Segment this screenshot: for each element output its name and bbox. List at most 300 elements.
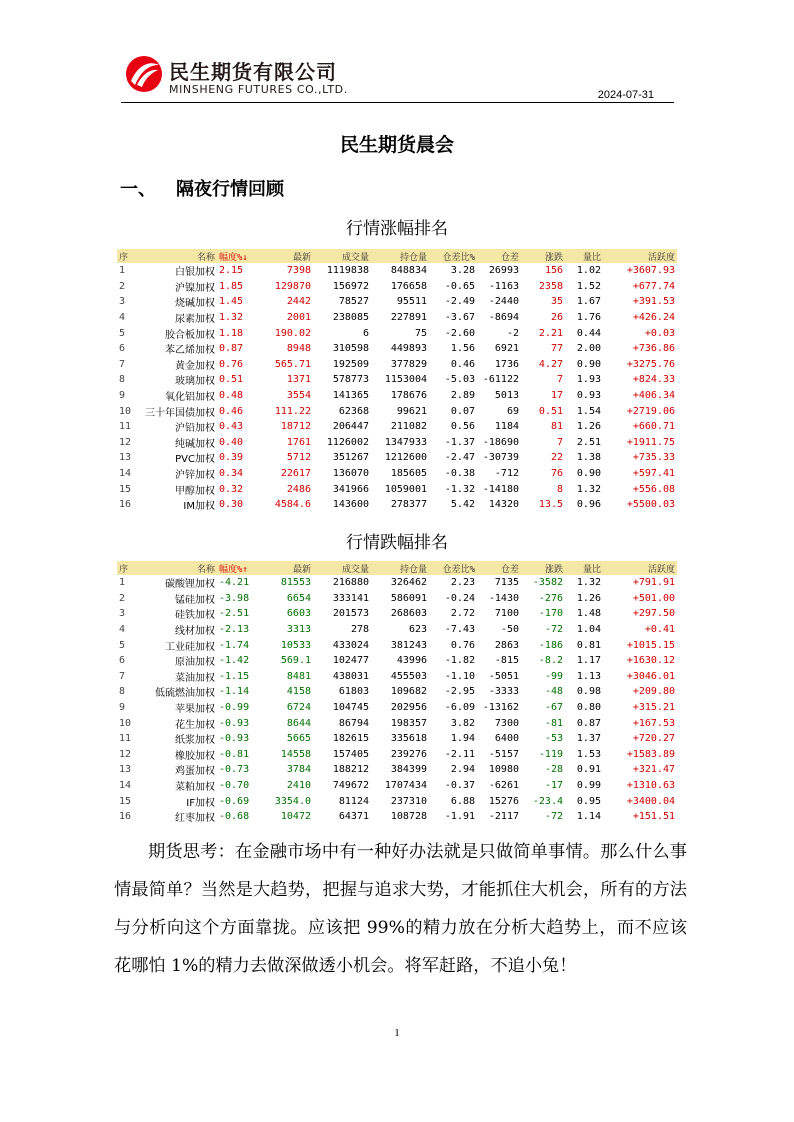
table-cell: 纯碱加权 [137,435,217,451]
table-cell: +3046.01 [626,670,675,682]
table-cell: -0.93 [217,715,261,731]
table-cell: 13.5 [521,497,565,513]
table-cell: -3.67 [429,310,477,326]
table-cell: -712 [477,466,521,482]
column-header[interactable]: 仓差比% [429,249,477,263]
column-header[interactable]: 序 [117,249,137,263]
table-cell: 6921 [477,341,521,357]
table-cell: +1015.15 [626,639,675,651]
column-header[interactable]: 涨跌 [521,561,565,575]
table-row[interactable] [117,388,677,404]
table-row[interactable] [117,606,677,622]
table-cell: +1911.75 [603,435,677,451]
table-row[interactable] [117,435,677,451]
table-row[interactable] [117,481,677,497]
table-cell: -1.91 [429,809,477,825]
table-cell: 81 [550,421,563,433]
table-cell: 156 [544,265,563,277]
table-cell: -72 [521,809,565,825]
table-cell: -67 [544,702,563,714]
table-cell: 848834 [390,265,427,277]
table-cell: +0.03 [644,327,675,339]
table-cell: 7 [521,372,565,388]
table-cell: 95511 [396,296,427,308]
table-row[interactable] [117,325,677,341]
table-cell: +426.24 [603,310,677,326]
table-cell: IM加权 [137,497,217,513]
table-cell: 0.46 [217,403,261,419]
table-cell: 0.80 [576,702,601,714]
column-header[interactable]: 成交量 [313,561,371,575]
table-cell: 216880 [332,577,369,589]
table-row[interactable] [117,637,677,653]
table-cell: 565.71 [274,358,311,370]
table-row[interactable] [117,263,677,279]
table-cell: 455503 [390,670,427,682]
table-cell: 2.89 [450,390,475,402]
table-row[interactable] [117,450,677,466]
table-row[interactable] [117,622,677,638]
table-cell: 4158 [261,684,313,700]
table-cell: 14558 [261,747,313,763]
table-cell: 0.81 [576,639,601,651]
table-cell: 438031 [332,670,369,682]
table-cell: -1.10 [444,670,475,682]
table-row[interactable] [117,809,677,825]
table-cell: -1.32 [444,483,475,495]
table-cell: 6 [362,327,369,339]
table-cell: 7300 [477,715,521,731]
table-cell: 185605 [371,466,429,482]
table-cell: -170 [538,608,563,620]
table-cell: 4 [117,310,137,326]
table-cell: 1.26 [565,591,603,607]
table-cell: -276 [521,591,565,607]
table-cell: -1.42 [217,653,261,669]
table-cell: 26993 [488,265,519,277]
table-cell: 86794 [313,715,371,731]
table-cell: +1630.12 [603,653,677,669]
table-cell: -1.37 [429,435,477,451]
table-cell: +3275.76 [626,358,675,370]
table-cell: 3554 [286,390,311,402]
table-cell: 136070 [313,466,371,482]
table-cell: IF加权 [186,797,215,809]
table-cell: 6 [117,653,137,669]
table-cell: +501.00 [603,591,677,607]
table-row[interactable] [117,653,677,669]
table-cell: 10 [117,403,137,419]
table-cell: 1707434 [371,778,429,794]
table-cell: -2.13 [217,622,261,638]
table-cell: 6654 [261,591,313,607]
table-cell: 甲醇加权 [175,485,215,497]
table-cell: 1.53 [565,747,603,763]
table-cell: -6261 [477,778,521,794]
table-cell: 0.56 [450,421,475,433]
table-cell: 0.46 [450,358,475,370]
column-header[interactable]: 活跃度 [603,561,677,575]
table-cell: -48 [521,684,565,700]
table-cell: 玻璃加权 [137,372,217,388]
table-cell: 1.13 [576,670,601,682]
table-cell: -2440 [488,296,519,308]
table-cell: 4584.6 [261,497,313,513]
table-cell: 8481 [286,670,311,682]
table-cell: 11 [119,421,132,433]
table-cell: 8644 [261,715,313,731]
table-cell: -119 [521,747,565,763]
table-cell: 10472 [261,809,313,825]
table-cell: -2.11 [429,747,477,763]
table-cell: -99 [544,670,563,682]
table-row[interactable] [117,793,677,809]
table-cell: -4.21 [219,577,250,589]
column-header[interactable]: 仓差 [477,249,521,263]
table-cell: -0.38 [429,466,477,482]
table-cell: 白银加权 [175,267,215,279]
column-header[interactable]: 名称 [137,249,217,263]
table-cell: 1.32 [576,483,601,495]
table-cell: -2.49 [444,296,475,308]
table-cell: -5157 [477,747,521,763]
table-cell: 5665 [286,733,311,745]
table-cell: +2719.06 [603,403,677,419]
table-cell: 5 [119,327,126,339]
column-header[interactable]: 仓差比% [429,561,477,575]
gain-ranking-table [117,249,677,513]
table-cell: 2.72 [450,608,475,620]
table-cell: 2442 [286,296,311,308]
table-cell: 351267 [332,452,369,464]
column-header[interactable]: 幅度%↑ [217,561,261,575]
table-cell: 2.15 [219,265,244,277]
table-row[interactable] [117,591,677,607]
table-cell: 工业硅加权 [165,641,215,653]
table-cell: -5.03 [429,372,477,388]
table-cell: -3333 [477,684,521,700]
table-cell: 3.82 [429,715,477,731]
table-cell: 192509 [332,358,369,370]
table-cell: 3784 [286,764,311,776]
table-cell: -30739 [482,452,519,464]
table-row[interactable] [117,372,677,388]
table-cell: 2 [117,279,137,295]
table-cell: 2001 [261,310,313,326]
table-cell: -1430 [477,591,521,607]
table-cell: 1212600 [384,452,427,464]
table-cell: 15 [119,483,132,495]
table-cell: 384399 [390,764,427,776]
table-cell: 81553 [280,577,311,589]
table-cell: 7 [521,435,565,451]
table-cell: 8 [117,372,137,388]
table-cell: 14 [117,466,137,482]
table-cell: 苹果加权 [175,704,215,716]
table-cell: 低硫燃油加权 [137,684,217,700]
table-cell: -8694 [477,310,521,326]
table-cell: 108728 [371,809,429,825]
table-cell: +736.86 [603,341,677,357]
table-cell: 3.28 [450,265,475,277]
table-cell: 449893 [371,341,429,357]
table-cell: 2.94 [450,764,475,776]
table-cell: 鸡蛋加权 [175,766,215,778]
table-cell: 0.48 [219,390,244,402]
table-cell: 749672 [313,778,371,794]
table-cell: -13162 [482,702,519,714]
table-cell: 2 [117,591,137,607]
table-cell: 7398 [286,265,311,277]
table-cell: +0.41 [603,622,677,638]
table-cell: 17 [550,390,563,402]
table-cell: 278377 [371,497,429,513]
table-cell: +406.34 [632,390,675,402]
table-cell: 26 [521,310,565,326]
table-cell: 6603 [286,608,311,620]
table-cell: 沪铅加权 [175,423,215,435]
table-cell: 1 [119,577,126,589]
table-cell: 0.90 [565,466,603,482]
table-cell: +660.71 [632,421,675,433]
table-cell: 菜油加权 [175,672,215,684]
table-cell: -0.81 [217,747,261,763]
table-cell: 239276 [371,747,429,763]
column-header[interactable]: 名称 [137,561,217,575]
table-row[interactable] [117,747,677,763]
table-row[interactable] [117,762,677,778]
table-cell: 8948 [261,341,313,357]
table-cell: -0.69 [219,795,250,807]
table-cell: 9 [119,702,126,714]
table-row[interactable] [117,497,677,513]
table-cell: -0.70 [217,778,261,794]
table-cell: 61803 [313,684,371,700]
table-cell: 4.27 [538,358,563,370]
table-cell: -1.74 [219,639,250,651]
table-cell: 102477 [313,653,371,669]
table-cell: 0.07 [429,403,477,419]
table-cell: -2 [506,327,519,339]
table-cell: 1 [119,265,126,277]
table-row[interactable] [117,294,677,310]
table-cell: 1347933 [371,435,429,451]
table-cell: 花生加权 [137,715,217,731]
table-cell: 35 [550,296,563,308]
table-cell: 14320 [477,497,521,513]
table-cell: 胶合板加权 [165,329,215,341]
table-cell: -0.65 [429,279,477,295]
column-header[interactable]: 序 [117,561,137,575]
table-cell: 7100 [494,608,519,620]
table-cell: -53 [544,733,563,745]
table-cell: 0.93 [576,390,601,402]
table-row[interactable] [117,357,677,373]
table-row[interactable] [117,700,677,716]
table-cell: 氧化铝加权 [165,392,215,404]
table-cell: +720.27 [632,733,675,745]
table-cell: 7135 [494,577,519,589]
table-cell: 6.88 [450,795,475,807]
table-cell: +1310.63 [603,778,677,794]
table-cell: -7.43 [429,622,477,638]
table-row[interactable] [117,310,677,326]
table-cell: 2486 [286,483,311,495]
minsheng-logo-icon [125,55,163,93]
table-cell: 1.48 [576,608,601,620]
futures-thoughts-paragraph: 期货思考：在金融市场中有一种好办法就是只做简单事情。那么什么事情最简单？当然是大趋势，把握与追求大势，才能抓住大机会，所有的方法与分析向这个方面靠拢。应该把 99%的精力放在分析大趋势上，而不应该花哪怕 1%的精力去做深做透小机会。将军赶路，不追小兔！ [114,842,687,976]
table-cell: 10 [117,715,137,731]
table-cell: 3313 [261,622,313,638]
table-cell: -2.95 [429,684,477,700]
table-cell: 2863 [494,639,519,651]
table-cell: -1.82 [429,653,477,669]
table-row[interactable] [117,715,677,731]
table-cell: 2.00 [565,341,603,357]
table-cell: 纸浆加权 [175,735,215,747]
table-row[interactable] [117,669,677,685]
loss-table-title: 行情跌幅排名 [346,533,448,553]
table-cell: 99621 [371,403,429,419]
table-cell: +597.41 [603,466,677,482]
column-header[interactable]: 最新 [261,561,313,575]
table-cell: PVC加权 [175,454,215,466]
table-cell: 2.21 [538,327,563,339]
table-cell: 64371 [313,809,371,825]
table-cell: 1.32 [217,310,261,326]
table-cell: 1.17 [565,653,603,669]
column-header[interactable]: 持仓量 [371,561,429,575]
page-header [121,52,674,103]
column-header[interactable]: 仓差 [477,561,521,575]
table-cell: 43996 [371,653,429,669]
table-cell: 0.76 [450,639,475,651]
table-cell: 1.02 [576,265,601,277]
table-cell: -2117 [477,809,521,825]
table-header-row [117,249,677,263]
column-header[interactable]: 最新 [261,249,313,263]
column-header[interactable]: 涨跌 [521,249,565,263]
table-cell: 1.32 [576,577,601,589]
table-cell: 206447 [332,421,369,433]
table-cell: 141365 [332,390,369,402]
table-cell: -2.60 [444,327,475,339]
table-cell: +3400.04 [626,795,675,807]
table-row[interactable] [117,575,677,591]
table-row[interactable] [117,778,677,794]
table-cell: 237310 [390,795,427,807]
table-cell: -14180 [482,483,519,495]
table-cell: 3 [119,608,126,620]
table-cell: 1.14 [565,809,603,825]
table-cell: +735.33 [632,452,675,464]
table-cell: 0.87 [217,341,261,357]
table-cell: -61122 [477,372,521,388]
table-cell: 13 [119,764,132,776]
gain-table-title: 行情涨幅排名 [346,219,448,239]
table-cell: 569.1 [261,653,313,669]
table-cell: +791.91 [632,577,675,589]
table-cell: -1163 [477,279,521,295]
table-cell: 1184 [494,421,519,433]
table-cell: 377829 [390,358,427,370]
table-cell: 沪镍加权 [137,279,217,295]
table-cell: 143600 [313,497,371,513]
table-cell: 341966 [332,483,369,495]
table-row[interactable] [117,466,677,482]
table-row[interactable] [117,684,677,700]
table-cell: 77 [521,341,565,357]
table-cell: 1.04 [565,622,603,638]
table-cell: -81 [521,715,565,731]
table-cell: 0.34 [217,466,261,482]
table-cell: 1153004 [371,372,429,388]
table-cell: -18690 [477,435,521,451]
table-cell: 1.76 [565,310,603,326]
table-row[interactable] [117,731,677,747]
table-cell: 176658 [371,279,429,295]
table-cell: -0.73 [219,764,250,776]
column-header[interactable]: 量比 [565,249,603,263]
table-cell: -23.4 [532,795,563,807]
table-row[interactable] [117,279,677,295]
table-cell: 1.38 [576,452,601,464]
table-cell: 12 [117,747,137,763]
table-cell: -0.24 [429,591,477,607]
table-cell: -5051 [488,670,519,682]
table-cell: 2358 [521,279,565,295]
table-cell: 16 [117,497,137,513]
column-header[interactable]: 活跃度 [603,249,677,263]
column-header[interactable]: 成交量 [313,249,371,263]
table-row[interactable] [117,419,677,435]
column-header[interactable]: 持仓量 [371,249,429,263]
table-cell: 5013 [494,390,519,402]
table-row[interactable] [117,341,677,357]
table-cell: 201573 [332,608,369,620]
column-header[interactable]: 量比 [565,561,603,575]
table-cell: 0.39 [219,452,244,464]
table-cell: 156972 [313,279,371,295]
table-cell: 586091 [371,591,429,607]
table-cell: 黄金加权 [175,360,215,372]
table-cell: 10533 [280,639,311,651]
table-cell: 0.98 [565,684,603,700]
table-cell: +5500.03 [603,497,677,513]
table-cell: 三十年国债加权 [137,403,217,419]
table-cell: 红枣加权 [137,809,217,825]
table-cell: 原油加权 [137,653,217,669]
table-cell: 菜粕加权 [137,778,217,794]
table-row[interactable] [117,403,677,419]
table-cell: 1761 [261,435,313,451]
table-cell: 1.54 [565,403,603,419]
table-cell: +556.08 [632,483,675,495]
column-header[interactable]: 幅度%↓ [217,249,261,263]
table-cell: 15276 [488,795,519,807]
loss-ranking-table [117,561,677,825]
document-title: 民生期货晨会 [339,134,454,156]
table-cell: 5 [119,639,126,651]
table-cell: 0.51 [521,403,565,419]
table-cell: 5712 [286,452,311,464]
table-cell: -3582 [532,577,563,589]
table-cell: 6724 [286,702,311,714]
table-cell: 109682 [371,684,429,700]
table-cell: 578773 [313,372,371,388]
table-cell: 1.26 [576,421,601,433]
table-cell: 2.51 [565,435,603,451]
